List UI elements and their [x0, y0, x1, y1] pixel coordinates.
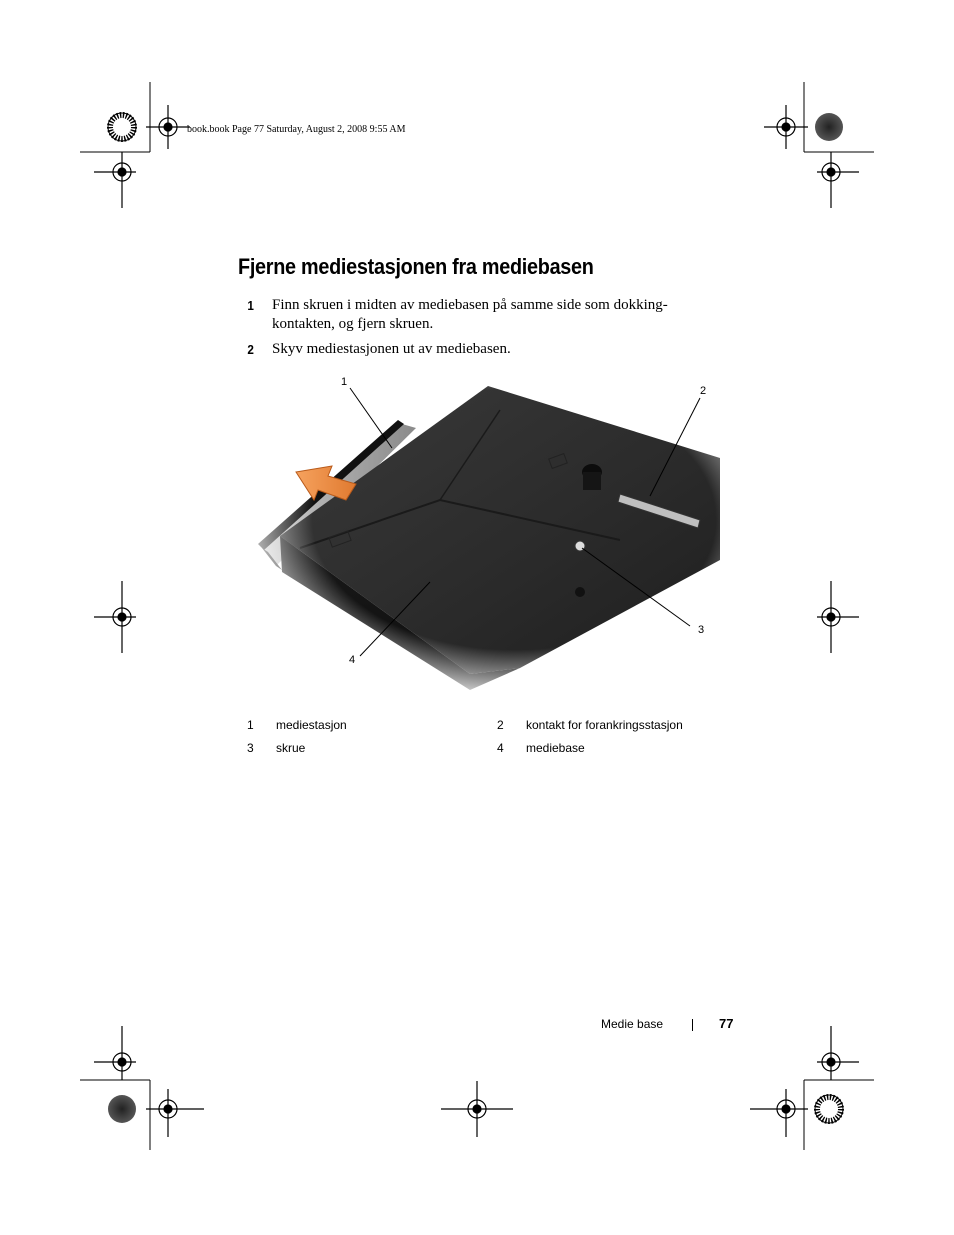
page-title: Fjerne mediestasjonen fra mediebasen	[238, 254, 594, 279]
legend-number: 2	[497, 718, 504, 732]
legend-label: skrue	[276, 741, 306, 755]
step-number: 2	[247, 342, 254, 357]
footer-divider	[692, 1019, 693, 1031]
step-text: Finn skruen i midten av mediebasen på samme side som dokking-kontakten, og fjern skruen.	[272, 297, 668, 332]
step-number: 1	[247, 298, 254, 313]
callout-1: 1	[341, 376, 348, 388]
callout-2: 2	[700, 385, 707, 397]
callout-4: 4	[349, 654, 356, 666]
footer-section: Medie base	[601, 1017, 664, 1031]
step-text: Skyv mediestasjonen ut av mediebasen.	[272, 341, 511, 357]
callout-3: 3	[698, 624, 705, 636]
legend-label: mediestasjon	[276, 718, 347, 732]
print-slug: book.book Page 77 Saturday, August 2, 2008 9:55 AM	[187, 124, 406, 135]
legend-number: 1	[247, 718, 254, 732]
page-number: 77	[719, 1016, 734, 1031]
legend-number: 3	[247, 741, 254, 755]
legend-label: mediebase	[526, 741, 585, 755]
legend-label: kontakt for forankringsstasjon	[526, 718, 683, 732]
legend-number: 4	[497, 741, 504, 755]
